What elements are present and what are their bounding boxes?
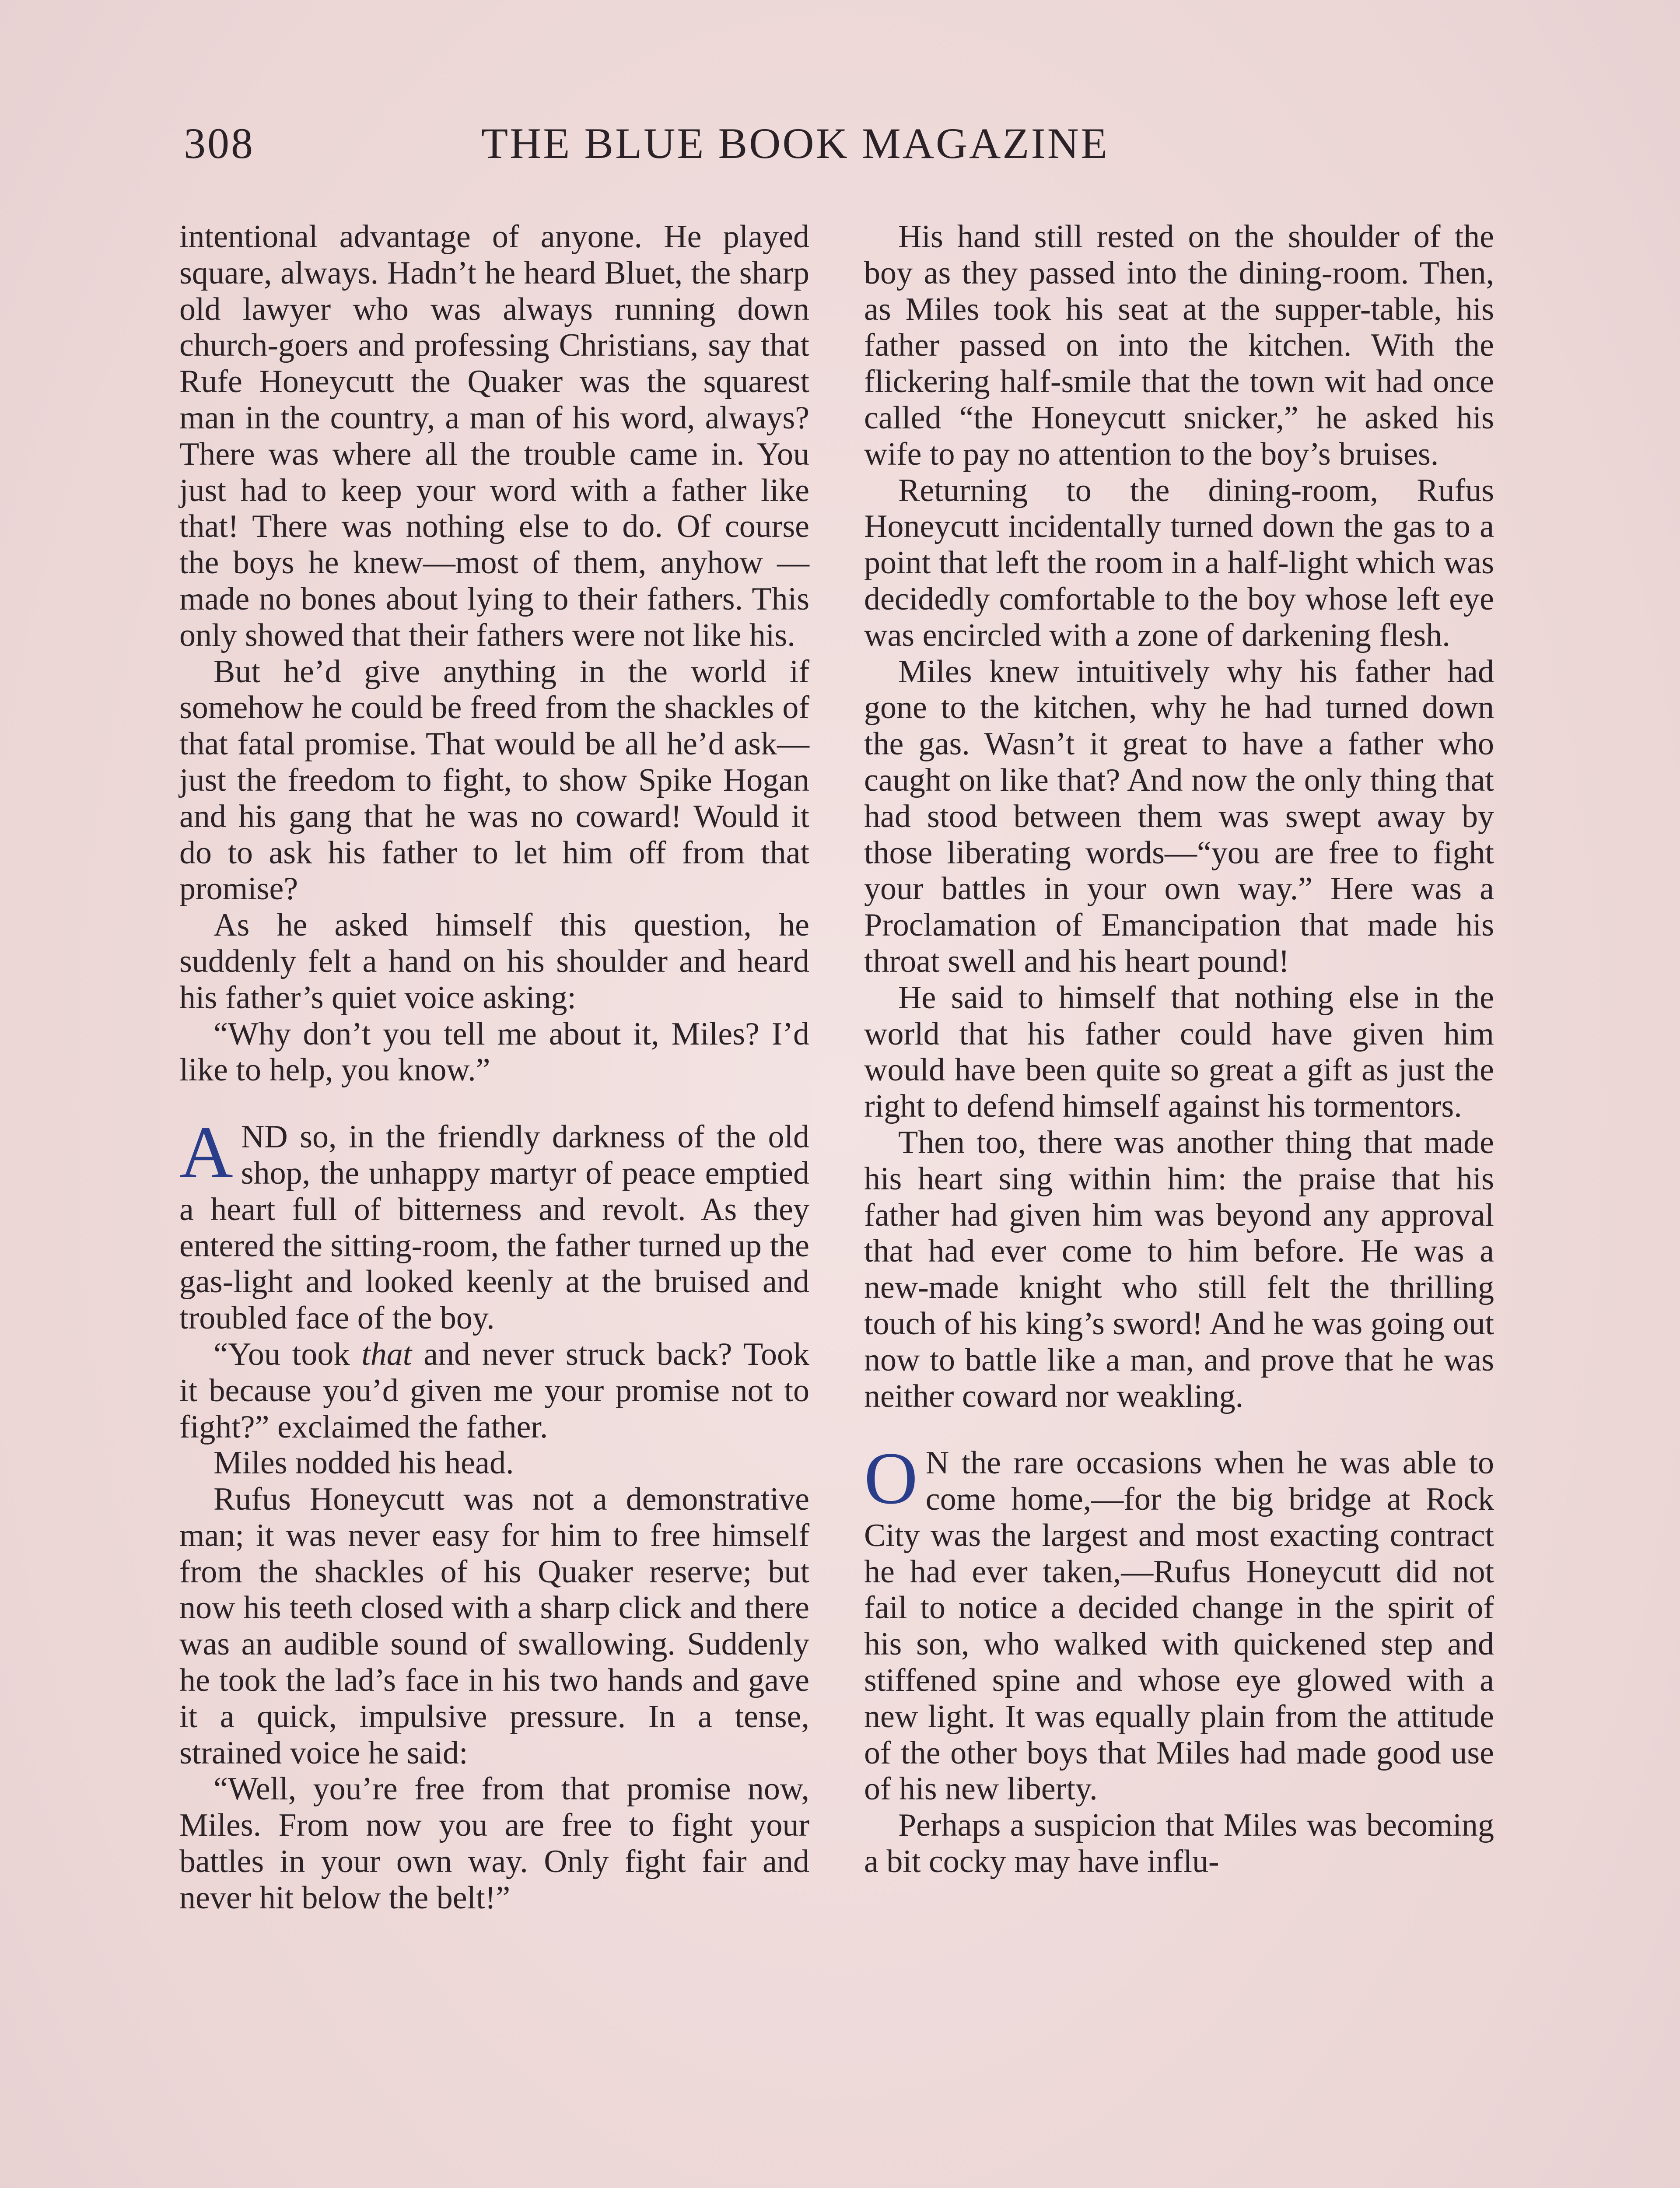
section-paragraph <box>864 1437 1494 1807</box>
paragraph: “Why don’t you tell me about it, Miles? I’d like to help, you know.” <box>179 1016 809 1088</box>
paragraph-text: so, in the friendly darkness of the old shop, the unhappy martyr of peace emptied a heart full of bitterness and revolt. As they entered the sitting-room, the father turned up the gas-light and looked keenly at the bruised and troubled face of the boy. <box>179 1119 809 1336</box>
emphasis-text: that <box>361 1336 412 1372</box>
right-column <box>864 219 1494 1880</box>
small-caps-lead: ND <box>241 1119 288 1155</box>
paragraph: Miles knew intuitively why his father had gone to the kitchen, why he had turned down the gas. Wasn’t it great to have a father who caught on like that? And now the only thing that had stood between them was swept away by those liberating words—“you are free to fight your battles in your own way.” Here was a Proclamation of Emancipation that made his throat swell and his heart pound! <box>864 653 1494 979</box>
paragraph: Then too, there was another thing that made his heart sing within him: the praise that his father had given him was beyond any approval that had ever come to him before. He was a new-made knight who still felt the thrilling touch of his king’s sword! And he was going out now to battle like a man, and prove that he was neither coward nor weakling. <box>864 1124 1494 1414</box>
paragraph: As he asked himself this question, he suddenly felt a hand on his shoulder and heard his father’s quiet voice asking: <box>179 907 809 1016</box>
paragraph-text: and never struck back? Took it because you’d given me your promise not to fight?” exclaimed the father. <box>179 1336 809 1445</box>
paragraph: Miles nodded his head. <box>214 1445 514 1481</box>
paragraph: But he’d give anything in the world if somehow he could be freed from the shackles of that fatal promise. That would be all he’d ask—just the freedom to fight, to show Spike Hogan and his gang that he was no coward! Would it do to ask his father to let him off from that promise? <box>179 653 809 907</box>
paragraph: intentional advantage of anyone. He played square, always. Hadn’t he heard Bluet, the sharp old lawyer who was always running down church-goers and professing Christians, say that Rufe Honeycutt the Quaker was the squarest man in the country, a man of his word, always? There was where all the trouble came in. You just had to keep your word with a father like that! There was nothing else to do. Of course the boys he knew—most of them, anyhow —made no bones about lying to their fathers. This only showed that their fathers were not like his. <box>179 219 809 653</box>
paragraph: “Well, you’re free from that promise now, Miles. From now you are free to fight your battles in your own way. Only fight fair and never hit below the belt!” <box>179 1771 809 1916</box>
paragraph: Perhaps a suspicion that Miles was becoming a bit cocky may have influ- <box>864 1807 1494 1880</box>
paragraph-text: N the rare occasions when he was able to come home,—for the big bridge at Rock City was the largest and most exacting contract he had ever taken,—Rufus Honeycutt did not fail to notice a decided change in the spirit of his son, who walked with quickened step and stiffened spine and whose eye glowed with a new light. It was equally plain from the attitude of the other boys that Miles had made good use of his new liberty. <box>864 1445 1494 1807</box>
paragraph: He said to himself that nothing else in the world that his father could have given him would have been quite so great a gift as just the right to defend himself against his tormentors. <box>864 979 1494 1125</box>
left-column <box>179 219 809 1916</box>
section-paragraph <box>179 1111 809 1336</box>
page-header <box>184 118 1216 175</box>
paragraph: His hand still rested on the shoulder of the boy as they passed into the dining-room. Then, as Miles took his seat at the supper-table, his father passed on into the kitchen. With the flickering half-smile that the town wit had once called “the Honeycutt snicker,” he asked his wife to pay no attention to the boy’s bruises. <box>864 219 1494 472</box>
drop-cap: O <box>864 1437 918 1520</box>
page-number: 308 <box>184 119 255 168</box>
running-title: THE BLUE BOOK MAGAZINE <box>481 119 1110 168</box>
drop-cap: A <box>179 1111 233 1194</box>
paragraph: Returning to the dining-room, Rufus Honeycutt incidentally turned down the gas to a point that left the room in a half-light which was decidedly comfortable to the boy whose left eye was encircled with a zone of darkening flesh. <box>864 472 1494 653</box>
paragraph: Rufus Honeycutt was not a demonstrative man; it was never easy for him to free himself from the shackles of his Quaker reserve; but now his teeth closed with a sharp click and there was an audible sound of swallowing. Suddenly he took the lad’s face in his two hands and gave it a quick, impulsive pressure. In a tense, strained voice he said: <box>179 1481 809 1771</box>
paragraph <box>179 1336 809 1445</box>
paragraph-text: “You took <box>214 1336 362 1372</box>
